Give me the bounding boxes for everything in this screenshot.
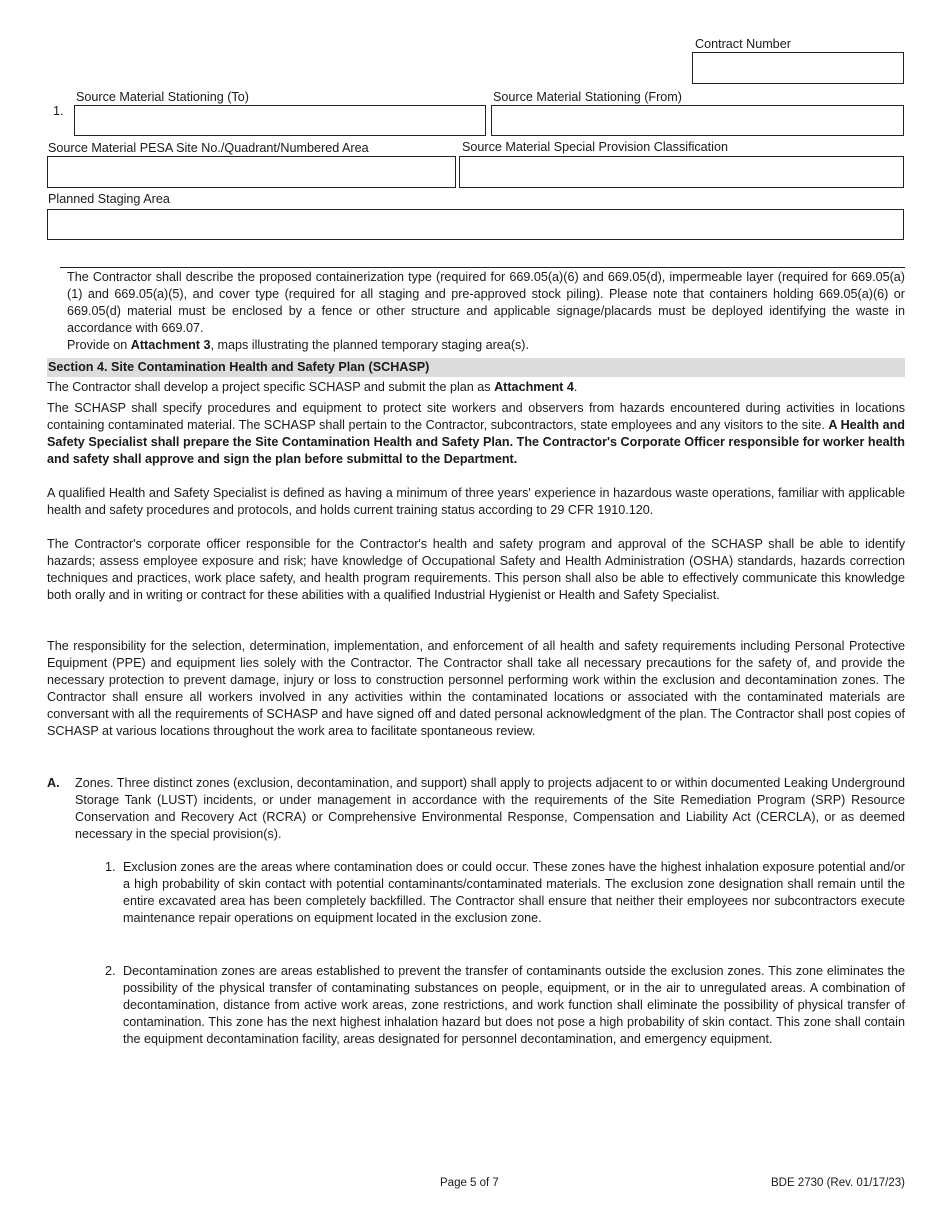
schasp-paragraph: The SCHASP shall specify procedures and equipment to protect site workers and observers from hazards encountered during activities in locations containing contaminated material. The SCHASP shall pertain to the Contractor, subcontractors, state employees and any visitors to the site. A Health and Safety Specialist shall prepare the Site Contamination Health and Safety Plan. The Contractor's Corporate Officer responsible for worker health and safety shall approve and sign the plan before submittal to the Department. xyxy=(47,401,905,466)
classification-field[interactable] xyxy=(459,156,904,188)
responsibility-paragraph: The responsibility for the selection, determination, implementation, and enforcement of all health and safety requirements including Personal Protective Equipment (PPE) and equipment lies solely with the Contractor. The Contractor shall take all necessary precautions for the safety of, and provide the necessary protection to prevent damage, injury or loss to construction personnel performing work within the exclusion and decontamination zones. The Contractor shall ensure all workers involved in any activities within the contaminated locations or associated with the contaminated materials are conversant with all the requirements of SCHASP and have signed off and dated personal acknowledgment of the plan. The Contractor shall post copies of SCHASP at various locations throughout the work area to facilitate spontaneous review. xyxy=(47,639,905,738)
page-number: Page 5 of 7 xyxy=(440,1177,499,1189)
zones-marker: A. xyxy=(47,776,60,790)
form-id: BDE 2730 (Rev. 01/17/23) xyxy=(770,1177,905,1189)
pesa-label: Source Material PESA Site No./Quadrant/Numbered Area xyxy=(48,141,369,155)
exclusion-zone-item: Exclusion zones are the areas where contamination does or could occur. These zones have the highest inhalation exposure potential and/or a high probability of skin contact with potential contaminants/contaminated materials. The exclusion zone designation shall remain until the entire excavated area has been completely backfilled. The Contractor shall ensure that neither their employees nor subcontractors execute maintenance repair operations on equipment located in the exclusion zone. xyxy=(123,860,905,925)
stationing-from-field[interactable] xyxy=(491,105,904,136)
attachment-3-note: Provide on Attachment 3, maps illustrating the planned temporary staging area(s). xyxy=(67,338,530,352)
corporate-officer-paragraph: The Contractor's corporate officer responsible for the Contractor's health and safety program and approval of the SCHASP shall be able to identify hazards; assess employee exposure and risk; have knowledge of Occupational Safety and Health Administration (OSHA) standards, hazards correction techniques and practices, work place safety, and health program requirements. This person shall also be able to effectively communicate this knowledge both orally and in writing or contract for these abilities with a qualified Industrial Hygienist or Health and Safety Specialist. xyxy=(47,537,905,602)
divider xyxy=(60,267,905,268)
stationing-to-field[interactable] xyxy=(74,105,486,136)
stationing-from-label: Source Material Stationing (From) xyxy=(493,90,682,104)
staging-field[interactable] xyxy=(47,209,904,240)
row-number: 1. xyxy=(53,104,64,118)
pesa-field[interactable] xyxy=(47,156,456,188)
section-4-header: Section 4. Site Contamination Health and Safety Plan (SCHASP) xyxy=(47,358,905,377)
contract-number-label: Contract Number xyxy=(695,37,791,51)
staging-label: Planned Staging Area xyxy=(48,192,170,206)
contract-number-field[interactable] xyxy=(692,52,904,84)
item-1-number: 1. xyxy=(105,860,116,874)
section-4-intro: The Contractor shall develop a project specific SCHASP and submit the plan as Attachment 4. xyxy=(47,380,578,394)
classification-label: Source Material Special Provision Classification xyxy=(462,140,728,154)
zones-paragraph: Zones. Three distinct zones (exclusion, decontamination, and support) shall apply to projects adjacent to or within documented Leaking Underground Storage Tank (LUST) incidents, or under management in accordance with the requirements of the Site Remediation Program (SRP) Resource Conservation and Recovery Act (RCRA) or Comprehensive Environmental Response, Compensation and Liability Act (CERCLA), or as deemed necessary in the special provision(s). xyxy=(75,776,905,841)
item-2-number: 2. xyxy=(105,964,116,978)
specialist-paragraph: A qualified Health and Safety Specialist is defined as having a minimum of three years' experience in hazardous waste operations, familiar with applicable health and safety procedures and protocols, and holds current training status according to 29 CFR 1910.120. xyxy=(47,486,905,517)
decontamination-zone-item: Decontamination zones are areas established to prevent the transfer of contaminants outside the exclusion zones. This zone eliminates the possibility of the physical transfer of contaminating substances on people, equipment, or in the air to unregulated areas. A combination of decontamination, distance from active work areas, zone restrictions, and work function shall eliminate the possibility of physical transfer of contamination. This zone has the next highest inhalation hazard but does not pose a high probability of skin contact. This zone shall contain the equipment decontamination facility, areas designated for personnel decontamination, and emergency equipment. xyxy=(123,964,905,1046)
stationing-to-label: Source Material Stationing (To) xyxy=(76,90,249,104)
containerization-text: The Contractor shall describe the proposed containerization type (required for 669.05(a)(6) and 669.05(d), impermeable layer (required for 669.05(a)(1) and 669.05(a)(5), and cover type (required for all staging and pre-approved stock piling). Please note that containers holding 669.05(a)(6) or 669.05(d) material must be enclosed by a fence or other structure and applicable signage/placards must be deployed identifying the waste in accordance with 669.07. xyxy=(67,270,905,335)
